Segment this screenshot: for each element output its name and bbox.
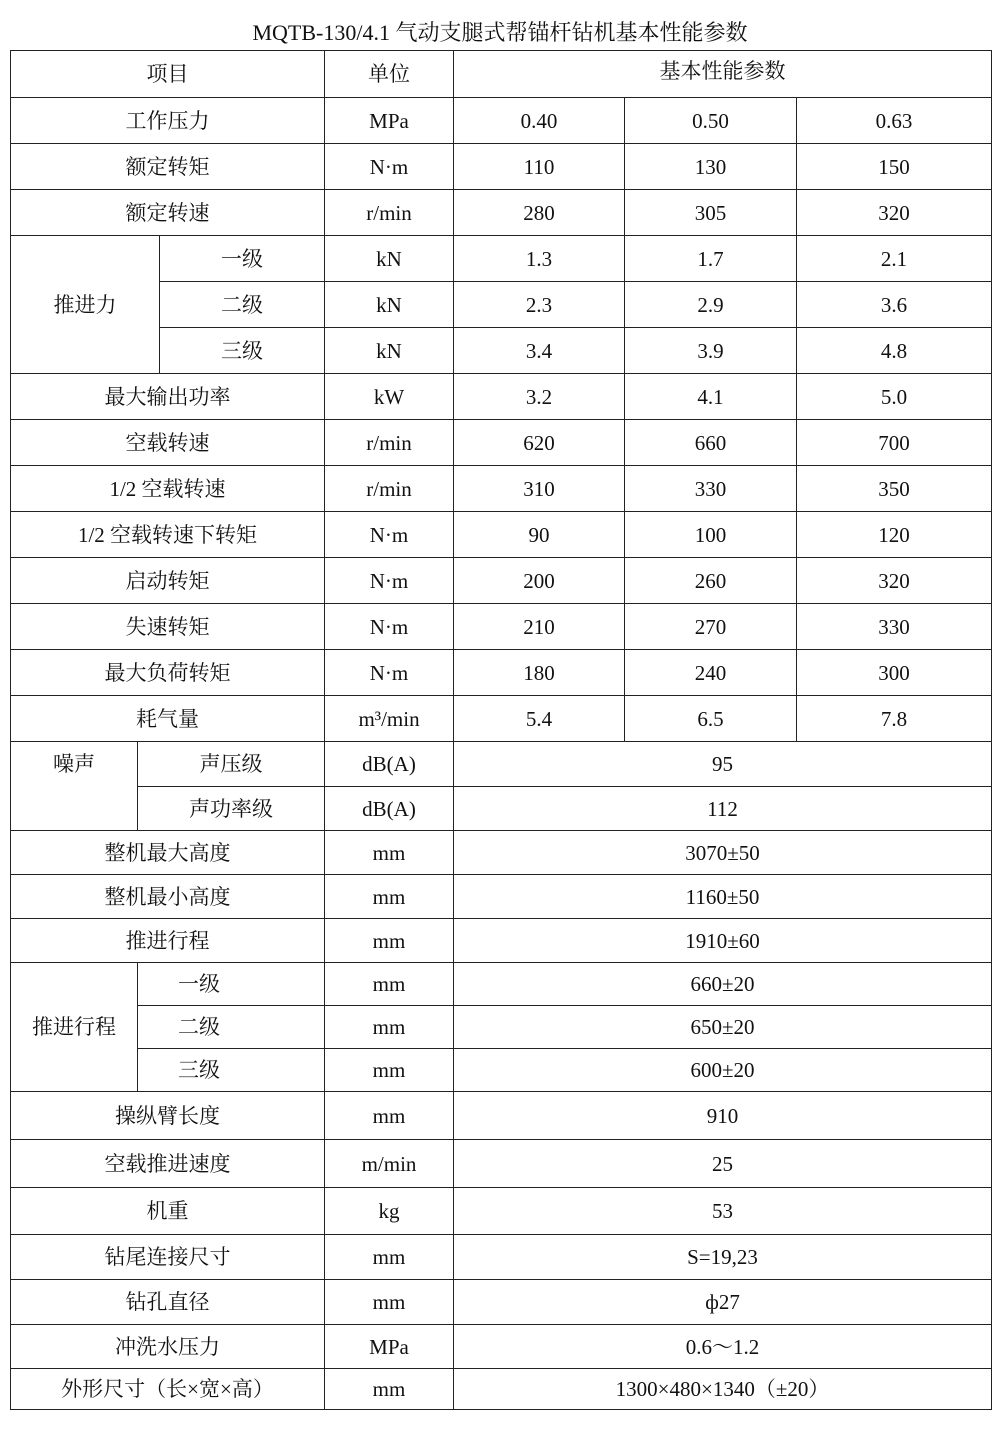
param-value: 1.7 [625, 236, 797, 282]
header-params: 基本性能参数 [454, 51, 992, 98]
param-value: 100 [625, 512, 797, 558]
param-value: 7.8 [797, 696, 992, 742]
param-unit: mm [325, 875, 454, 919]
param-name: 三级 [138, 1049, 325, 1092]
param-unit: mm [325, 963, 454, 1006]
param-name: 钻尾连接尺寸 [11, 1235, 325, 1280]
param-unit: mm [325, 1280, 454, 1325]
table-row [11, 512, 992, 558]
param-unit: kW [325, 374, 454, 420]
param-unit: kg [325, 1188, 454, 1235]
param-value: 320 [797, 558, 992, 604]
table-row [11, 1369, 992, 1410]
param-unit: mm [325, 1235, 454, 1280]
table-row [11, 190, 992, 236]
param-value: 660 [625, 420, 797, 466]
param-value: 2.9 [625, 282, 797, 328]
param-unit: dB(A) [325, 742, 454, 787]
param-value: 910 [454, 1092, 992, 1140]
table-row [11, 787, 992, 831]
param-value: 0.63 [797, 98, 992, 144]
param-value: 130 [625, 144, 797, 190]
table-row [11, 98, 992, 144]
param-name: 声压级 [138, 742, 325, 787]
param-value: 1.3 [454, 236, 625, 282]
table-row [11, 1325, 992, 1369]
param-value: 3.6 [797, 282, 992, 328]
param-value: 600±20 [454, 1049, 992, 1092]
param-value: S=19,23 [454, 1235, 992, 1280]
param-name: 空载转速 [11, 420, 325, 466]
param-unit: mm [325, 831, 454, 875]
param-name: 1/2 空载转速 [11, 466, 325, 512]
param-name: 二级 [160, 282, 325, 328]
table-row [11, 558, 992, 604]
param-unit: m/min [325, 1140, 454, 1188]
param-unit: N·m [325, 144, 454, 190]
param-unit: N·m [325, 512, 454, 558]
param-value: 320 [797, 190, 992, 236]
page-title: MQTB-130/4.1 气动支腿式帮锚杆钻机基本性能参数 [252, 20, 748, 45]
param-name: 额定转速 [11, 190, 325, 236]
table-row [11, 144, 992, 190]
table-row [11, 742, 992, 787]
table-row [11, 1280, 992, 1325]
table-row [11, 466, 992, 512]
param-unit: mm [325, 1006, 454, 1049]
param-value: 660±20 [454, 963, 992, 1006]
table-row [11, 604, 992, 650]
param-name: 整机最大高度 [11, 831, 325, 875]
param-name: 外形尺寸（长×宽×高） [11, 1369, 325, 1410]
param-unit: MPa [325, 1325, 454, 1369]
param-unit: mm [325, 1092, 454, 1140]
header-item: 项目 [11, 51, 325, 98]
param-name: 耗气量 [11, 696, 325, 742]
param-value: 350 [797, 466, 992, 512]
param-unit: N·m [325, 558, 454, 604]
param-value: 210 [454, 604, 625, 650]
param-name: 一级 [160, 236, 325, 282]
param-value: 260 [625, 558, 797, 604]
table-row [11, 1006, 992, 1049]
param-unit: mm [325, 919, 454, 963]
param-value: 5.0 [797, 374, 992, 420]
param-unit: N·m [325, 650, 454, 696]
param-value: 3.4 [454, 328, 625, 374]
param-value: 1910±60 [454, 919, 992, 963]
param-value: 330 [797, 604, 992, 650]
param-value: 280 [454, 190, 625, 236]
stroke-group-label: 推进行程 [11, 963, 138, 1092]
param-name: 整机最小高度 [11, 875, 325, 919]
param-value: 620 [454, 420, 625, 466]
param-unit: MPa [325, 98, 454, 144]
param-name: 操纵臂长度 [11, 1092, 325, 1140]
param-value: 6.5 [625, 696, 797, 742]
param-value: 95 [454, 742, 992, 787]
param-value: 4.1 [625, 374, 797, 420]
param-value: 300 [797, 650, 992, 696]
param-unit: dB(A) [325, 787, 454, 831]
param-value: 120 [797, 512, 992, 558]
table-row [11, 1235, 992, 1280]
table-row [11, 696, 992, 742]
param-value: 3070±50 [454, 831, 992, 875]
param-value: 2.3 [454, 282, 625, 328]
param-name: 钻孔直径 [11, 1280, 325, 1325]
param-unit: kN [325, 282, 454, 328]
param-value: 200 [454, 558, 625, 604]
param-value: 305 [625, 190, 797, 236]
param-value: 0.50 [625, 98, 797, 144]
param-name: 失速转矩 [11, 604, 325, 650]
param-name: 最大负荷转矩 [11, 650, 325, 696]
param-value: 700 [797, 420, 992, 466]
table-row [11, 236, 992, 282]
param-unit: kN [325, 328, 454, 374]
param-value: 330 [625, 466, 797, 512]
param-name: 额定转矩 [11, 144, 325, 190]
table-row [11, 875, 992, 919]
param-value: 5.4 [454, 696, 625, 742]
param-value: 0.40 [454, 98, 625, 144]
header-unit: 单位 [325, 51, 454, 98]
param-value: 650±20 [454, 1006, 992, 1049]
param-unit: r/min [325, 466, 454, 512]
param-unit: r/min [325, 190, 454, 236]
param-name: 启动转矩 [11, 558, 325, 604]
param-unit: r/min [325, 420, 454, 466]
table-row [11, 650, 992, 696]
param-name: 声功率级 [138, 787, 325, 831]
param-value: 3.2 [454, 374, 625, 420]
param-value: 3.9 [625, 328, 797, 374]
param-value: 180 [454, 650, 625, 696]
param-value: 112 [454, 787, 992, 831]
param-value: 53 [454, 1188, 992, 1235]
table-row [11, 420, 992, 466]
table-row [11, 374, 992, 420]
param-unit: mm [325, 1049, 454, 1092]
param-value: 1300×480×1340（±20） [454, 1369, 992, 1410]
param-name: 推进行程 [11, 919, 325, 963]
table-row [11, 963, 992, 1006]
param-value: 2.1 [797, 236, 992, 282]
param-value: 150 [797, 144, 992, 190]
param-unit: kN [325, 236, 454, 282]
param-unit: N·m [325, 604, 454, 650]
param-value: 25 [454, 1140, 992, 1188]
spec-table [10, 50, 992, 1410]
param-value: 240 [625, 650, 797, 696]
param-value: 1160±50 [454, 875, 992, 919]
table-row [11, 1092, 992, 1140]
table-row [11, 919, 992, 963]
param-name: 1/2 空载转速下转矩 [11, 512, 325, 558]
table-row [11, 1188, 992, 1235]
param-name: 一级 [138, 963, 325, 1006]
noise-group-label: 噪声 [11, 742, 138, 831]
param-value: 310 [454, 466, 625, 512]
param-name: 最大输出功率 [11, 374, 325, 420]
table-row [11, 1140, 992, 1188]
thrust-group-label: 推进力 [11, 236, 160, 374]
param-name: 三级 [160, 328, 325, 374]
header-row [11, 51, 992, 98]
param-name: 工作压力 [11, 98, 325, 144]
param-value: 110 [454, 144, 625, 190]
param-unit: m³/min [325, 696, 454, 742]
param-name: 空载推进速度 [11, 1140, 325, 1188]
param-name: 机重 [11, 1188, 325, 1235]
table-row [11, 1049, 992, 1092]
param-value: 4.8 [797, 328, 992, 374]
param-value: 270 [625, 604, 797, 650]
param-value: ф27 [454, 1280, 992, 1325]
param-unit: mm [325, 1369, 454, 1410]
table-row [11, 831, 992, 875]
param-name: 二级 [138, 1006, 325, 1049]
param-value: 90 [454, 512, 625, 558]
param-value: 0.6～1.2 [454, 1325, 992, 1369]
param-name: 冲洗水压力 [11, 1325, 325, 1369]
